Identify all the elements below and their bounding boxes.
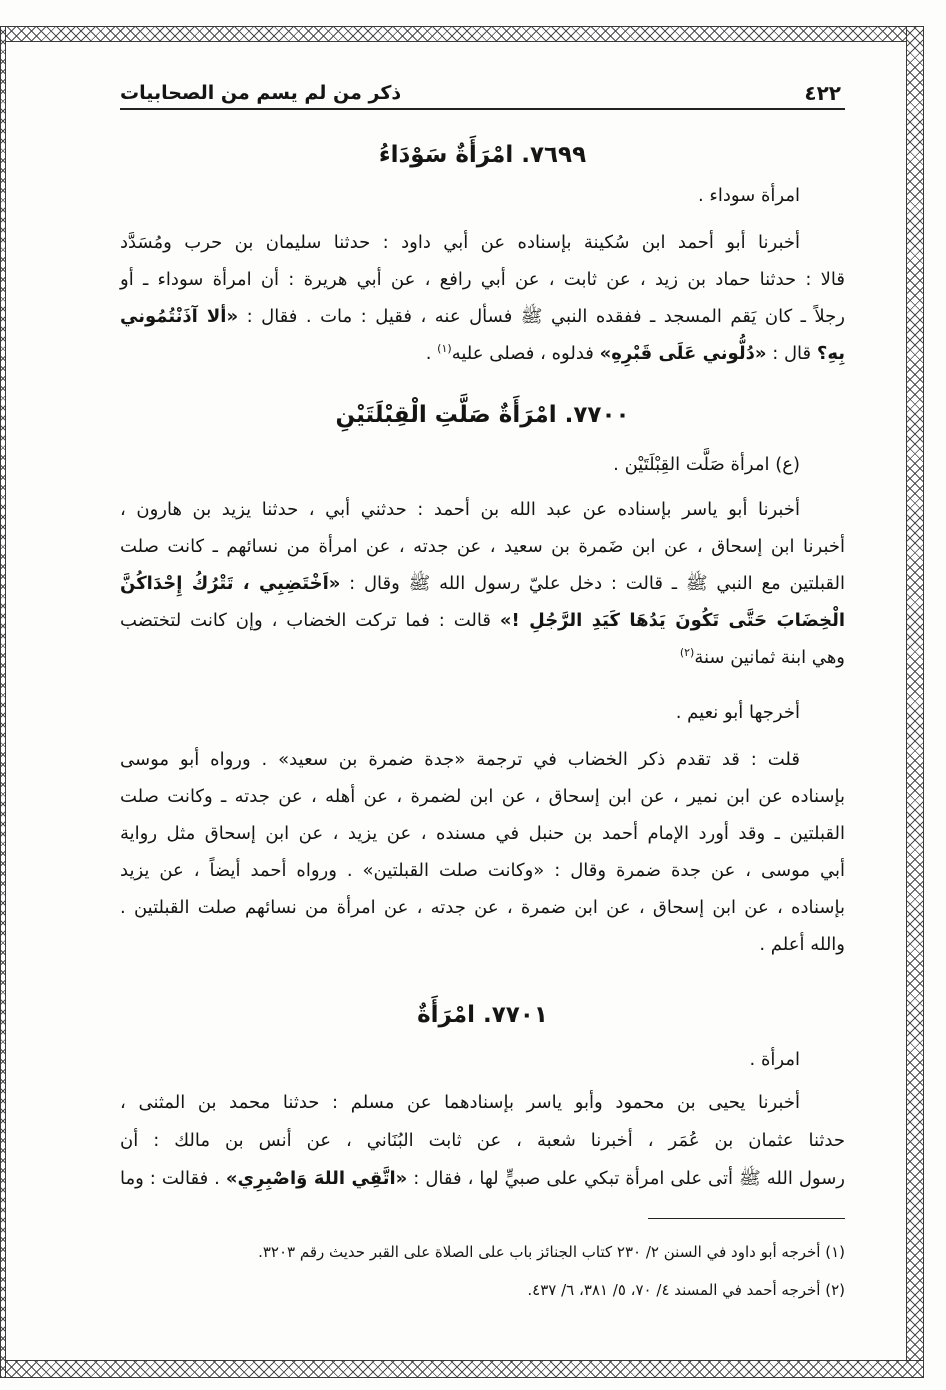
text-line: والله أعلم .	[759, 934, 845, 955]
hadith-quote: «اَخْتَضِبِي ، تَتْرُكُ إِحْدَاكُنَّ	[120, 573, 341, 594]
decorative-border-right	[906, 26, 924, 1378]
text-segment: وهي ابنة ثمانين سنة	[694, 647, 845, 668]
decorative-border-left	[0, 26, 6, 1378]
text-segment: .	[425, 343, 438, 364]
hadith-quote: بِهِ؟	[816, 343, 845, 364]
hadith-quote: «ألا آذَنْتُمُوني	[120, 306, 239, 327]
text-line: قالا : حدثنا حماد بن زيد ، عن ثابت ، عن أبي رافع ، عن أبي هريرة : أن امرأة سوداء ـ أو	[120, 269, 845, 290]
text-segment: فدلوه ، فصلى عليه	[451, 343, 600, 364]
text-line	[120, 1160, 845, 1198]
text-line: أخبرنا أبو ياسر بإسناده عن عبد الله بن أحمد : حدثني أبي ، حدثنا يزيد بن هارون ،	[120, 499, 800, 520]
decorative-border-bottom	[0, 1360, 924, 1378]
text-line: أبي موسى ، عن جدة ضمرة وقال : «وكانت صلت القبلتين» . ورواه أحمد أيضاً ، عن يزيد	[120, 860, 845, 881]
paragraph	[120, 1084, 845, 1198]
text-segment: القبلتين مع النبي ﷺ ـ قالت : دخل عليّ رسول الله ﷺ وقال :	[340, 573, 845, 594]
text-line	[120, 602, 845, 639]
text-line: أخرجها أبو نعيم .	[675, 702, 800, 723]
entry-intro-block	[120, 1041, 845, 1078]
entry-intro-block	[120, 446, 845, 483]
entry-heading: ٧٧٠١. امْرَأَةٌ	[417, 1002, 548, 1028]
text-line: حدثنا عثمان بن عُمَر ، أخبرنا شعبة ، عن ثابت البُنَاني ، عن أنس بن مالك : أن	[120, 1130, 845, 1151]
text-segment: قالت : فما تركت الخضاب ، وإن كانت لتختضب	[120, 610, 500, 631]
footnote: (٢) أخرجه أحمد في المسند ٤/ ٧٠، ٥/ ٣٨١، ٦/ ٤٣٧.	[527, 1281, 845, 1299]
hadith-quote: الْخِضَابَ حَتَّى تَكُونَ يَدُهَا كَيَدِ الرَّجُلِ !»	[499, 610, 845, 631]
text-line	[120, 335, 845, 372]
running-header	[120, 78, 845, 110]
entry-intro: (ع) امرأة صَلَّت القِبْلَتَيْن .	[613, 454, 800, 475]
paragraph	[120, 694, 845, 731]
text-line: أخبرنا أبو أحمد ابن سُكينة بإسناده عن أبي داود : حدثنا سليمان بن حرب ومُسَدَّد	[120, 232, 800, 253]
page-number: ٤٢٢	[804, 81, 841, 105]
hadith-quote: «دُلُّوني عَلَى قَبْرِهِ»	[599, 343, 767, 364]
text-line	[120, 298, 845, 335]
footnote: (١) أخرجه أبو داود في السنن ٢/ ٢٣٠ كتاب الجنائز باب على الصلاة على القبر حديث رقم ٣٢٠٣.	[258, 1243, 845, 1261]
footnotes	[120, 1233, 845, 1309]
footnote-ref: (١)	[437, 342, 452, 355]
entry-intro-block	[120, 177, 845, 214]
text-line: أخبرنا ابن إسحاق ، عن ابن ضَمرة بن سعيد ، عن جدته ، عن امرأة من نسائهم ـ كانت صلت	[120, 536, 845, 557]
footnote-separator	[648, 1218, 845, 1219]
text-segment: . فقالت : وما	[120, 1168, 226, 1189]
running-title: ذكر من لم يسم من الصحابيات	[120, 82, 402, 104]
text-segment: رجلاً ـ كان يَقم المسجد ـ ففقده النبي ﷺ فسأل عنه ، فقيل : مات . فقال :	[238, 306, 845, 327]
entry-intro: امرأة سوداء .	[697, 185, 800, 206]
text-line: بإسناده ، عن ابن إسحاق ، عن ابن ضمرة ، عن جدته ، عن امرأة من نسائهم صلت القبلتين .	[120, 897, 845, 918]
footnote-ref: (٢)	[679, 646, 695, 659]
text-line: أخبرنا يحيى بن محمود وأبو ياسر بإسنادهما عن مسلم : حدثنا محمد بن المثنى ،	[120, 1092, 800, 1113]
text-line	[120, 639, 845, 676]
entry-heading: ٧٧٠٠. امْرَأَةٌ صَلَّتِ الْقِبْلَتَيْنِ	[335, 402, 630, 428]
text-line: بإسناده عن ابن نمير ، عن ابن إسحاق ، عن ابن لضمرة ، عن أهله ، عن جدته ـ وكانت صلت	[120, 786, 845, 807]
hadith-quote: «اتَّقِي اللهَ وَاصْبِرِي»	[225, 1168, 408, 1189]
paragraph	[120, 741, 845, 963]
entry-intro: امرأة .	[749, 1049, 800, 1070]
decorative-border-top	[0, 26, 924, 42]
text-segment: قال :	[766, 343, 817, 364]
text-line	[120, 565, 845, 602]
text-segment: رسول الله ﷺ أتى على امرأة تبكي على صبيٍّ لها ، فقال :	[407, 1168, 845, 1189]
paragraph	[120, 491, 845, 676]
entry-heading: ٧٦٩٩. امْرَأَةٌ سَوْدَاءُ	[378, 142, 587, 168]
paragraph	[120, 224, 845, 372]
text-line: قلت : قد تقدم ذكر الخضاب في ترجمة «جدة ضمرة بن سعيد» . ورواه أبو موسى	[120, 749, 800, 770]
text-line: القبلتين ـ وقد أورد الإمام أحمد بن حنبل في مسنده ، عن يزيد ، عن ابن إسحاق مثل رواية	[120, 823, 845, 844]
